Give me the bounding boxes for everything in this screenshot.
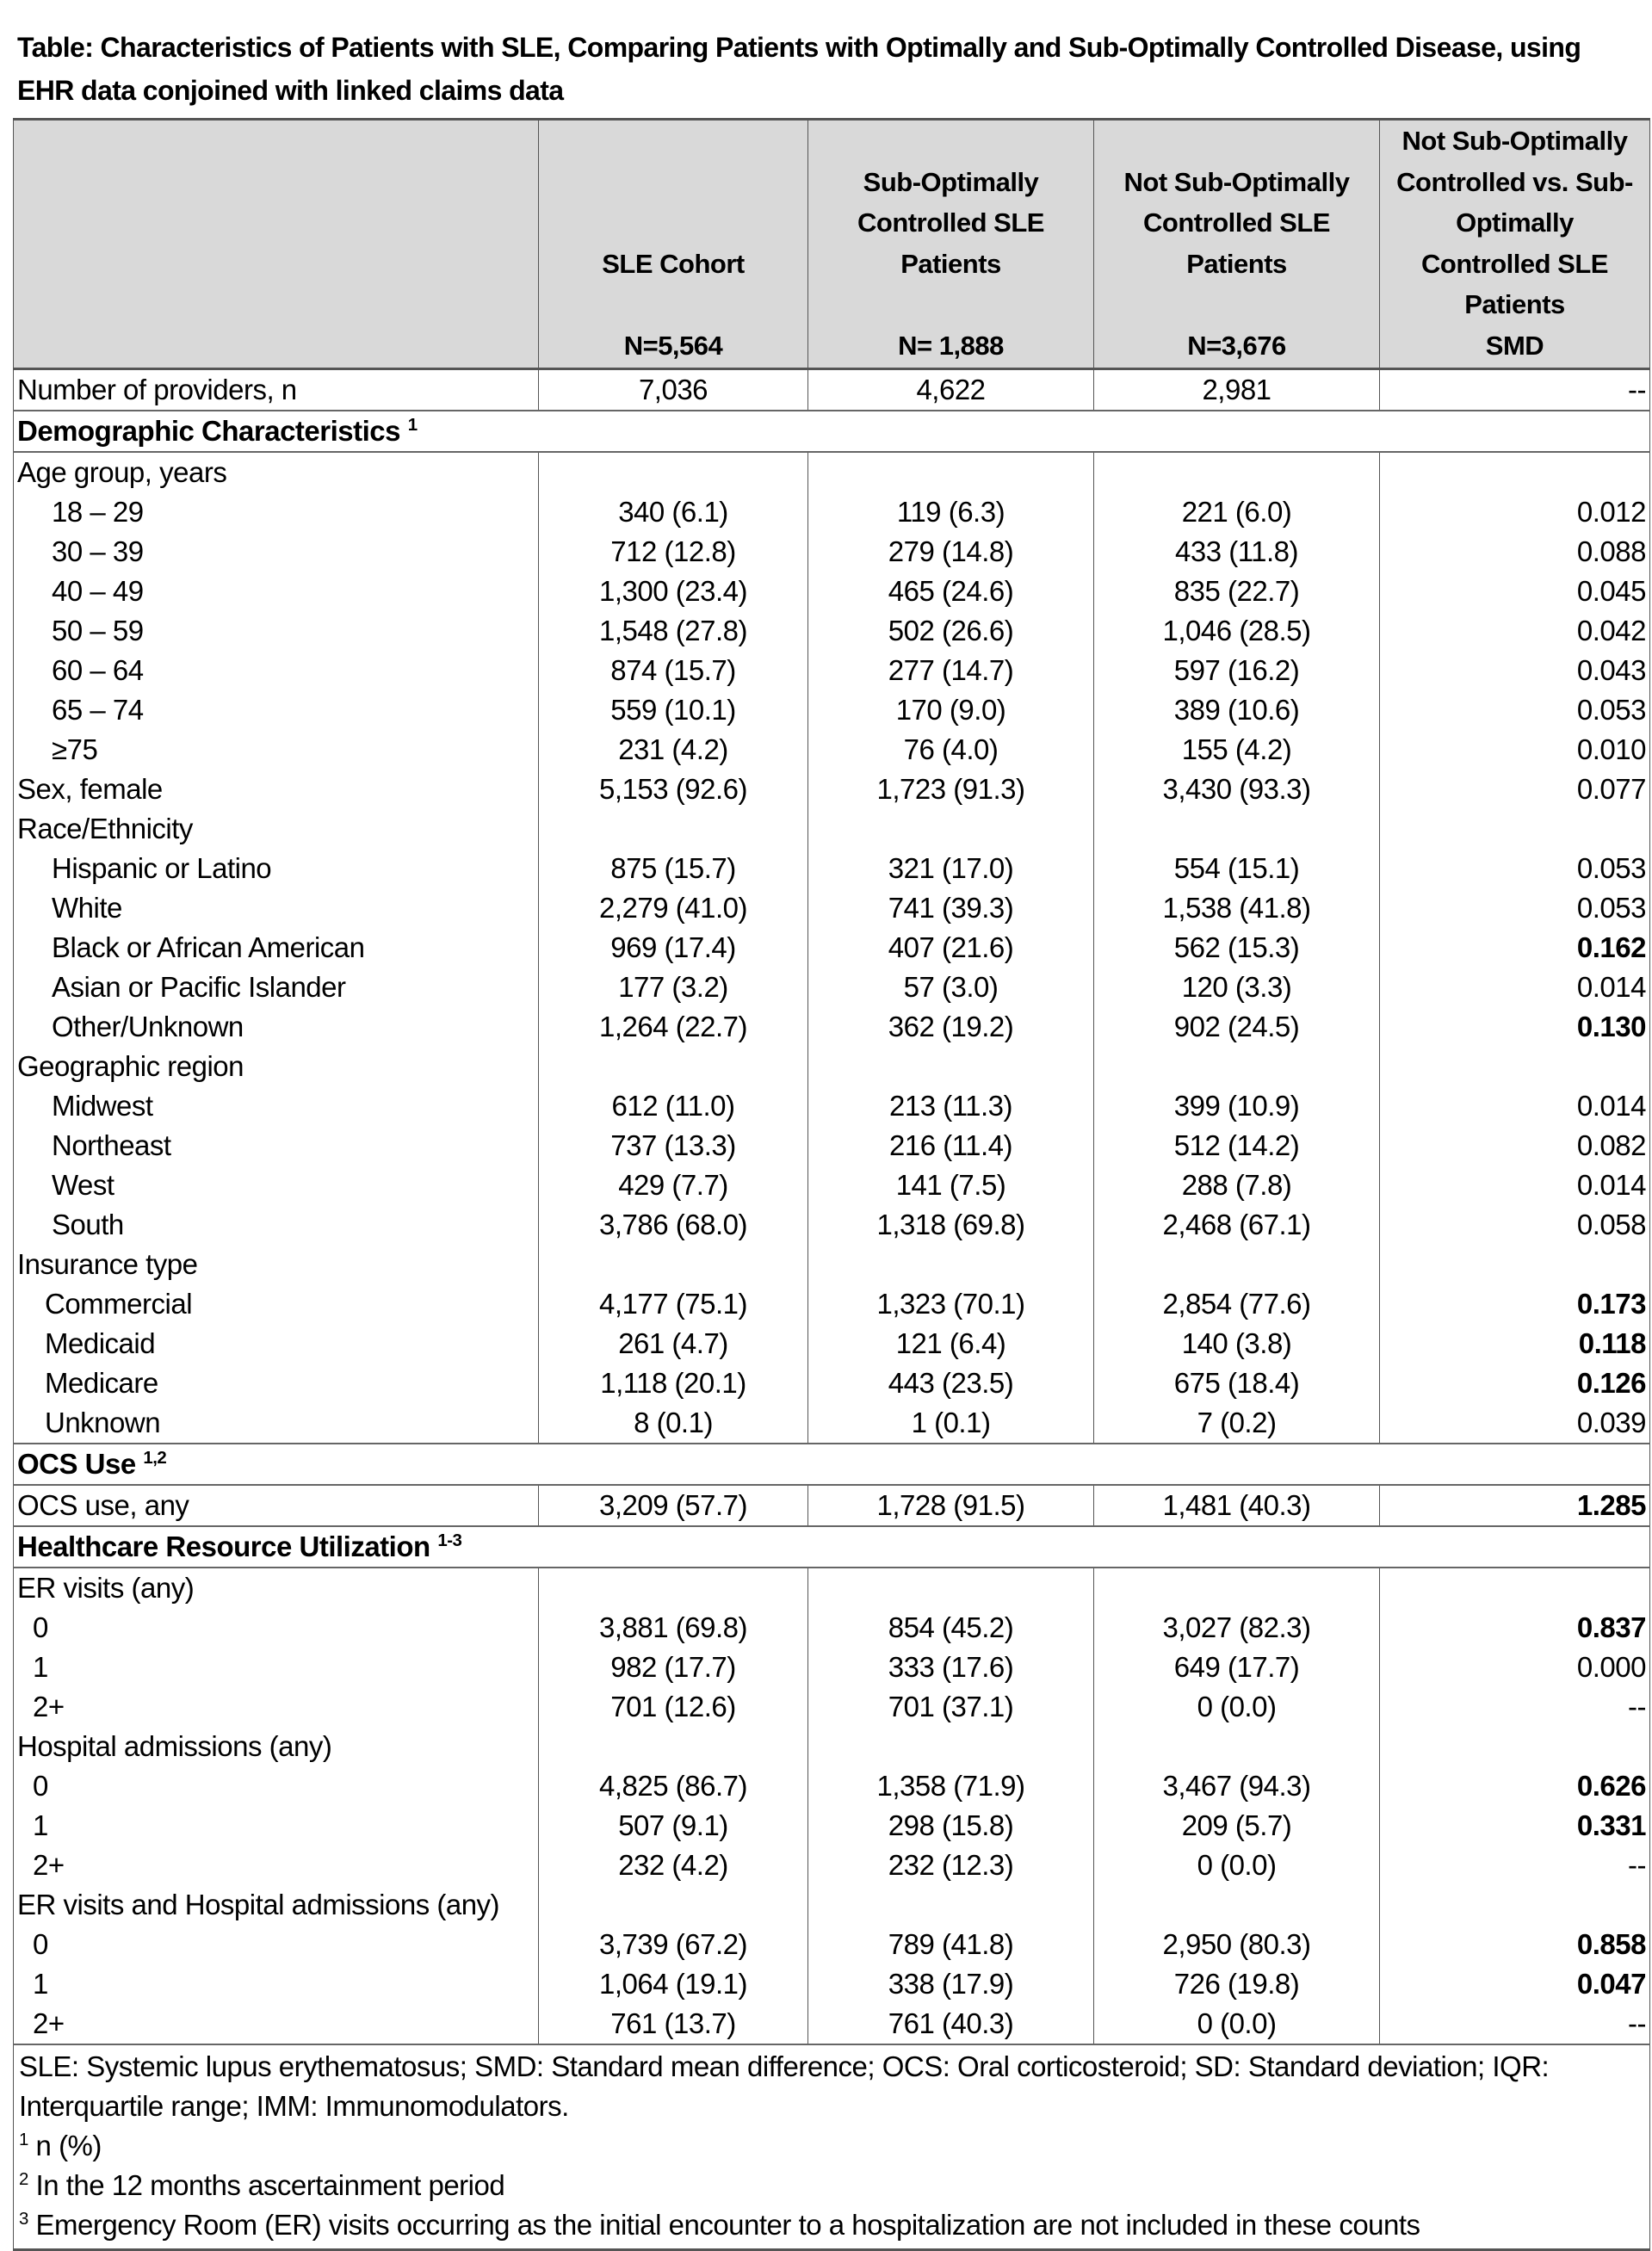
header-line: Controlled vs. Sub-	[1396, 166, 1633, 197]
cell-value: 649 (17.7)	[1094, 1648, 1380, 1687]
cell-value: 1,481 (40.3)	[1094, 1485, 1380, 1526]
cell-value: 2,279 (41.0)	[539, 888, 808, 928]
footnote	[19, 2205, 1644, 2245]
table-row	[14, 1608, 1650, 1648]
cell-value: 2,854 (77.6)	[1094, 1284, 1380, 1324]
cell-smd: 0.014	[1380, 1166, 1650, 1205]
table-row	[14, 611, 1650, 651]
section-header-row	[14, 1444, 1650, 1485]
cell-value	[808, 1885, 1094, 1925]
cell-value: 4,825 (86.7)	[539, 1766, 808, 1806]
row-label: 0	[14, 1608, 539, 1648]
cell-value	[539, 1047, 808, 1086]
cell-value	[1094, 1047, 1380, 1086]
header-line: Patients	[1464, 289, 1565, 319]
table-row	[14, 928, 1650, 968]
cell-value: 2,468 (67.1)	[1094, 1205, 1380, 1245]
cell-value: 338 (17.9)	[808, 1964, 1094, 2004]
cell-value: 1,318 (69.8)	[808, 1205, 1094, 1245]
cell-value: 1,548 (27.8)	[539, 611, 808, 651]
table-row	[14, 1364, 1650, 1403]
cell-smd: 0.010	[1380, 730, 1650, 770]
row-label: 18 – 29	[14, 492, 539, 532]
row-label: Insurance type	[14, 1245, 539, 1284]
cell-value: 277 (14.7)	[808, 651, 1094, 690]
row-label: 60 – 64	[14, 651, 539, 690]
cell-smd: 0.118	[1380, 1324, 1650, 1364]
cell-value: 701 (12.6)	[539, 1687, 808, 1727]
cell-value: 333 (17.6)	[808, 1648, 1094, 1687]
footnote	[19, 2126, 1644, 2166]
table-row	[14, 369, 1650, 411]
cell-smd	[1380, 1727, 1650, 1766]
cell-value: 1,300 (23.4)	[539, 572, 808, 611]
cell-value	[808, 1047, 1094, 1086]
cell-value: 507 (9.1)	[539, 1806, 808, 1846]
cell-smd	[1380, 1047, 1650, 1086]
section-header	[14, 1526, 1650, 1568]
cell-value: 213 (11.3)	[808, 1086, 1094, 1126]
table-row	[14, 849, 1650, 888]
row-label: 1	[14, 1806, 539, 1846]
header-line: Controlled SLE	[1421, 248, 1608, 279]
cell-value: 216 (11.4)	[808, 1126, 1094, 1166]
cell-value: 874 (15.7)	[539, 651, 808, 690]
cell-smd: 0.130	[1380, 1007, 1650, 1047]
table-row	[14, 1806, 1650, 1846]
table-row	[14, 1166, 1650, 1205]
cell-value: 3,786 (68.0)	[539, 1205, 808, 1245]
header-row	[14, 120, 1650, 369]
footnote-text: SLE: Systemic lupus erythematosus; SMD: Standard mean difference; OCS: Oral corticosteroid; SD: Standard deviation; IQR: Interquartile range; IMM: Immunomodulators.	[19, 2050, 1550, 2122]
table-row	[14, 1086, 1650, 1126]
cell-value: 433 (11.8)	[1094, 532, 1380, 572]
cell-smd: --	[1380, 2004, 1650, 2044]
cell-value: 4,622	[808, 369, 1094, 411]
table-row	[14, 1568, 1650, 1608]
table-row	[14, 1245, 1650, 1284]
cell-value: 761 (13.7)	[539, 2004, 808, 2044]
cell-value: 701 (37.1)	[808, 1687, 1094, 1727]
cell-value: 969 (17.4)	[539, 928, 808, 968]
footnote-ref: 1-3	[437, 1531, 462, 1550]
row-label: Black or African American	[14, 928, 539, 968]
table-row	[14, 452, 1650, 492]
cell-value: 232 (12.3)	[808, 1846, 1094, 1885]
cell-smd: 0.162	[1380, 928, 1650, 968]
table-row	[14, 1925, 1650, 1964]
cell-smd: 0.012	[1380, 492, 1650, 532]
row-label: 2+	[14, 2004, 539, 2044]
table-row	[14, 690, 1650, 730]
row-label: Number of providers, n	[14, 369, 539, 411]
cell-value: 261 (4.7)	[539, 1324, 808, 1364]
row-label: Northeast	[14, 1126, 539, 1166]
row-label: Hispanic or Latino	[14, 849, 539, 888]
cell-value: 1,538 (41.8)	[1094, 888, 1380, 928]
header-line: Not Sub-Optimally	[1401, 126, 1628, 156]
row-label: Medicare	[14, 1364, 539, 1403]
cell-value: 902 (24.5)	[1094, 1007, 1380, 1047]
table-row	[14, 1846, 1650, 1885]
header-line: Not Sub-Optimally	[1123, 166, 1350, 197]
cell-value: 141 (7.5)	[808, 1166, 1094, 1205]
cell-value	[539, 1568, 808, 1608]
cell-value	[1094, 1245, 1380, 1284]
table-row	[14, 2004, 1650, 2044]
cell-value	[1094, 809, 1380, 849]
cell-value: 4,177 (75.1)	[539, 1284, 808, 1324]
cell-value: 232 (4.2)	[539, 1846, 808, 1885]
cell-value: 221 (6.0)	[1094, 492, 1380, 532]
cell-smd: 0.014	[1380, 1086, 1650, 1126]
cell-value: 512 (14.2)	[1094, 1126, 1380, 1166]
table-row	[14, 1964, 1650, 2004]
row-label: 1	[14, 1964, 539, 2004]
table-row	[14, 968, 1650, 1007]
cell-smd: 0.626	[1380, 1766, 1650, 1806]
cell-smd	[1380, 1245, 1650, 1284]
cell-value	[1094, 1568, 1380, 1608]
cell-smd: --	[1380, 369, 1650, 411]
table-row	[14, 651, 1650, 690]
cell-value: 321 (17.0)	[808, 849, 1094, 888]
cell-value: 140 (3.8)	[1094, 1324, 1380, 1364]
cell-value: 429 (7.7)	[539, 1166, 808, 1205]
cell-value	[1094, 1727, 1380, 1766]
cell-value: 298 (15.8)	[808, 1806, 1094, 1846]
header-line: Controlled SLE	[857, 207, 1044, 238]
cell-value: 57 (3.0)	[808, 968, 1094, 1007]
header-n: N= 1,888	[898, 330, 1004, 361]
row-label: 50 – 59	[14, 611, 539, 651]
cell-value: 288 (7.8)	[1094, 1166, 1380, 1205]
table-row	[14, 1766, 1650, 1806]
row-label: 65 – 74	[14, 690, 539, 730]
cell-smd: 0.858	[1380, 1925, 1650, 1964]
cell-value	[539, 1245, 808, 1284]
row-label: 2+	[14, 1687, 539, 1727]
row-label: White	[14, 888, 539, 928]
table-row	[14, 492, 1650, 532]
row-label: Geographic region	[14, 1047, 539, 1086]
cell-smd: 0.014	[1380, 968, 1650, 1007]
section-label: OCS Use	[17, 1448, 136, 1480]
cell-value: 1,358 (71.9)	[808, 1766, 1094, 1806]
cell-value: 835 (22.7)	[1094, 572, 1380, 611]
cell-value	[808, 452, 1094, 492]
cell-value	[808, 1245, 1094, 1284]
table-row	[14, 730, 1650, 770]
cell-value: 761 (40.3)	[808, 2004, 1094, 2044]
cell-value: 5,153 (92.6)	[539, 770, 808, 809]
header-spacer	[15, 325, 536, 367]
cell-smd: 0.039	[1380, 1403, 1650, 1444]
cell-value: 209 (5.7)	[1094, 1806, 1380, 1846]
table-row	[14, 1648, 1650, 1687]
table-row	[14, 1126, 1650, 1166]
table-row	[14, 770, 1650, 809]
row-label: 0	[14, 1925, 539, 1964]
cell-value: 389 (10.6)	[1094, 690, 1380, 730]
cell-smd	[1380, 1568, 1650, 1608]
cell-value: 465 (24.6)	[808, 572, 1094, 611]
column-header-1	[539, 120, 808, 369]
cell-smd: 0.082	[1380, 1126, 1650, 1166]
cell-value: 789 (41.8)	[808, 1925, 1094, 1964]
table-row	[14, 1284, 1650, 1324]
cell-value: 675 (18.4)	[1094, 1364, 1380, 1403]
cell-value: 120 (3.3)	[1094, 968, 1380, 1007]
cell-smd: 0.000	[1380, 1648, 1650, 1687]
cell-value: 559 (10.1)	[539, 690, 808, 730]
header-line: Sub-Optimally	[863, 166, 1039, 197]
cell-value: 562 (15.3)	[1094, 928, 1380, 968]
table-row	[14, 888, 1650, 928]
row-label: 2+	[14, 1846, 539, 1885]
cell-smd: 0.077	[1380, 770, 1650, 809]
footnote-number: 1	[19, 2130, 28, 2149]
cell-value: 399 (10.9)	[1094, 1086, 1380, 1126]
cell-value: 3,467 (94.3)	[1094, 1766, 1380, 1806]
cell-smd	[1380, 452, 1650, 492]
row-label: Midwest	[14, 1086, 539, 1126]
cell-value	[808, 1568, 1094, 1608]
footnote-text: n (%)	[28, 2130, 102, 2161]
cell-value: 7,036	[539, 369, 808, 411]
cell-value: 279 (14.8)	[808, 532, 1094, 572]
cell-value: 3,430 (93.3)	[1094, 770, 1380, 809]
cell-value: 407 (21.6)	[808, 928, 1094, 968]
row-label: Sex, female	[14, 770, 539, 809]
row-label: Race/Ethnicity	[14, 809, 539, 849]
cell-smd: 0.331	[1380, 1806, 1650, 1846]
footnote	[19, 2047, 1644, 2126]
cell-value: 1,723 (91.3)	[808, 770, 1094, 809]
table-row	[14, 1007, 1650, 1047]
cell-value: 1,264 (22.7)	[539, 1007, 808, 1047]
row-label: Other/Unknown	[14, 1007, 539, 1047]
cell-value: 554 (15.1)	[1094, 849, 1380, 888]
cell-smd: 0.053	[1380, 690, 1650, 730]
section-header-row	[14, 1526, 1650, 1568]
cell-value	[539, 809, 808, 849]
header-spacer	[541, 284, 806, 325]
cell-smd: --	[1380, 1846, 1650, 1885]
header-line: Controlled SLE	[1143, 207, 1330, 238]
cell-smd: 0.043	[1380, 651, 1650, 690]
cell-value: 362 (19.2)	[808, 1007, 1094, 1047]
table-row	[14, 532, 1650, 572]
row-label: Age group, years	[14, 452, 539, 492]
cell-smd: 0.126	[1380, 1364, 1650, 1403]
cell-value: 231 (4.2)	[539, 730, 808, 770]
cell-smd: 0.047	[1380, 1964, 1650, 2004]
cell-value: 1,728 (91.5)	[808, 1485, 1094, 1526]
header-line: SLE Cohort	[602, 248, 745, 279]
header-n: N=5,564	[623, 330, 723, 361]
column-header-2	[808, 120, 1094, 369]
cell-value: 177 (3.2)	[539, 968, 808, 1007]
cell-value: 119 (6.3)	[808, 492, 1094, 532]
cell-value	[808, 809, 1094, 849]
header-line: Patients	[900, 248, 1001, 279]
cell-value: 443 (23.5)	[808, 1364, 1094, 1403]
cell-value: 3,209 (57.7)	[539, 1485, 808, 1526]
header-n: SMD	[1485, 330, 1544, 361]
footnote-number: 3	[19, 2209, 28, 2229]
row-label: 1	[14, 1648, 539, 1687]
cell-smd: 0.837	[1380, 1608, 1650, 1648]
row-label: ≥75	[14, 730, 539, 770]
cell-value: 1,046 (28.5)	[1094, 611, 1380, 651]
cell-value: 502 (26.6)	[808, 611, 1094, 651]
header-n: N=3,676	[1187, 330, 1286, 361]
header-spacer	[810, 284, 1092, 325]
cell-value: 3,027 (82.3)	[1094, 1608, 1380, 1648]
row-label: ER visits (any)	[14, 1568, 539, 1608]
footnotes	[14, 2044, 1650, 2250]
cell-value: 3,739 (67.2)	[539, 1925, 808, 1964]
cell-value	[539, 1885, 808, 1925]
footnote-ref: 1	[407, 415, 418, 435]
header-spacer	[1096, 284, 1377, 325]
header-line: Patients	[1186, 248, 1287, 279]
cell-value: 155 (4.2)	[1094, 730, 1380, 770]
footnote	[19, 2166, 1644, 2205]
cell-value: 0 (0.0)	[1094, 1846, 1380, 1885]
row-label: Asian or Pacific Islander	[14, 968, 539, 1007]
table-row	[14, 1727, 1650, 1766]
cell-value: 612 (11.0)	[539, 1086, 808, 1126]
cell-value: 2,981	[1094, 369, 1380, 411]
cell-value: 170 (9.0)	[808, 690, 1094, 730]
footnote-number: 2	[19, 2169, 28, 2189]
cell-smd: 0.173	[1380, 1284, 1650, 1324]
cell-value: 1,323 (70.1)	[808, 1284, 1094, 1324]
cell-value: 2,950 (80.3)	[1094, 1925, 1380, 1964]
row-label: Commercial	[14, 1284, 539, 1324]
cell-value	[808, 1727, 1094, 1766]
cell-value: 7 (0.2)	[1094, 1403, 1380, 1444]
table-row	[14, 572, 1650, 611]
table-row	[14, 1403, 1650, 1444]
cell-value: 0 (0.0)	[1094, 1687, 1380, 1727]
table-title: Table: Characteristics of Patients with SLE, Comparing Patients with Optimally and Sub-Optimally Controlled Disease, using EHR data conjoined with linked claims data	[17, 32, 1581, 106]
row-label: 30 – 39	[14, 532, 539, 572]
cell-value	[1094, 452, 1380, 492]
cell-value: 982 (17.7)	[539, 1648, 808, 1687]
cell-value: 1,064 (19.1)	[539, 1964, 808, 2004]
table-row	[14, 809, 1650, 849]
cell-value: 726 (19.8)	[1094, 1964, 1380, 2004]
cell-value: 1 (0.1)	[808, 1403, 1094, 1444]
row-label: OCS use, any	[14, 1485, 539, 1526]
cell-value: 597 (16.2)	[1094, 651, 1380, 690]
cell-value	[539, 452, 808, 492]
footnote-text: Emergency Room (ER) visits occurring as the initial encounter to a hospitalization are not included in these counts	[28, 2209, 1420, 2241]
cell-smd: 0.058	[1380, 1205, 1650, 1245]
table-row	[14, 1047, 1650, 1086]
cell-value: 854 (45.2)	[808, 1608, 1094, 1648]
row-label: South	[14, 1205, 539, 1245]
cell-smd: 0.053	[1380, 849, 1650, 888]
column-header-3	[1094, 120, 1380, 369]
cell-value: 1,118 (20.1)	[539, 1364, 808, 1403]
patient-characteristics-table	[13, 118, 1650, 2251]
footnotes-row	[14, 2044, 1650, 2250]
cell-value: 875 (15.7)	[539, 849, 808, 888]
column-header-4	[1380, 120, 1650, 369]
cell-value: 121 (6.4)	[808, 1324, 1094, 1364]
cell-value: 340 (6.1)	[539, 492, 808, 532]
cell-value	[1094, 1885, 1380, 1925]
cell-smd	[1380, 1885, 1650, 1925]
section-header	[14, 411, 1650, 452]
section-header-row	[14, 411, 1650, 452]
cell-value: 741 (39.3)	[808, 888, 1094, 928]
cell-smd	[1380, 809, 1650, 849]
table-row	[14, 1324, 1650, 1364]
table-row	[14, 1885, 1650, 1925]
cell-value: 76 (4.0)	[808, 730, 1094, 770]
table-row	[14, 1205, 1650, 1245]
cell-smd: 1.285	[1380, 1485, 1650, 1526]
table-row	[14, 1687, 1650, 1727]
row-label: West	[14, 1166, 539, 1205]
cell-value: 8 (0.1)	[539, 1403, 808, 1444]
cell-value: 0 (0.0)	[1094, 2004, 1380, 2044]
cell-smd: 0.053	[1380, 888, 1650, 928]
cell-value: 737 (13.3)	[539, 1126, 808, 1166]
header-line: Optimally	[1456, 207, 1574, 238]
cell-smd: 0.042	[1380, 611, 1650, 651]
table-row	[14, 1485, 1650, 1526]
section-label: Healthcare Resource Utilization	[17, 1531, 430, 1562]
row-label: ER visits and Hospital admissions (any)	[14, 1885, 539, 1925]
cell-value	[539, 1727, 808, 1766]
row-label: Unknown	[14, 1403, 539, 1444]
column-header-0	[14, 120, 539, 369]
row-label: Hospital admissions (any)	[14, 1727, 539, 1766]
cell-smd: --	[1380, 1687, 1650, 1727]
footnote-text: In the 12 months ascertainment period	[28, 2169, 505, 2201]
footnote-ref: 1,2	[143, 1448, 167, 1468]
row-label: Medicaid	[14, 1324, 539, 1364]
cell-value: 712 (12.8)	[539, 532, 808, 572]
row-label: 40 – 49	[14, 572, 539, 611]
section-header	[14, 1444, 1650, 1485]
cell-smd: 0.088	[1380, 532, 1650, 572]
row-label: 0	[14, 1766, 539, 1806]
cell-value: 3,881 (69.8)	[539, 1608, 808, 1648]
section-label: Demographic Characteristics	[17, 415, 401, 447]
cell-smd: 0.045	[1380, 572, 1650, 611]
